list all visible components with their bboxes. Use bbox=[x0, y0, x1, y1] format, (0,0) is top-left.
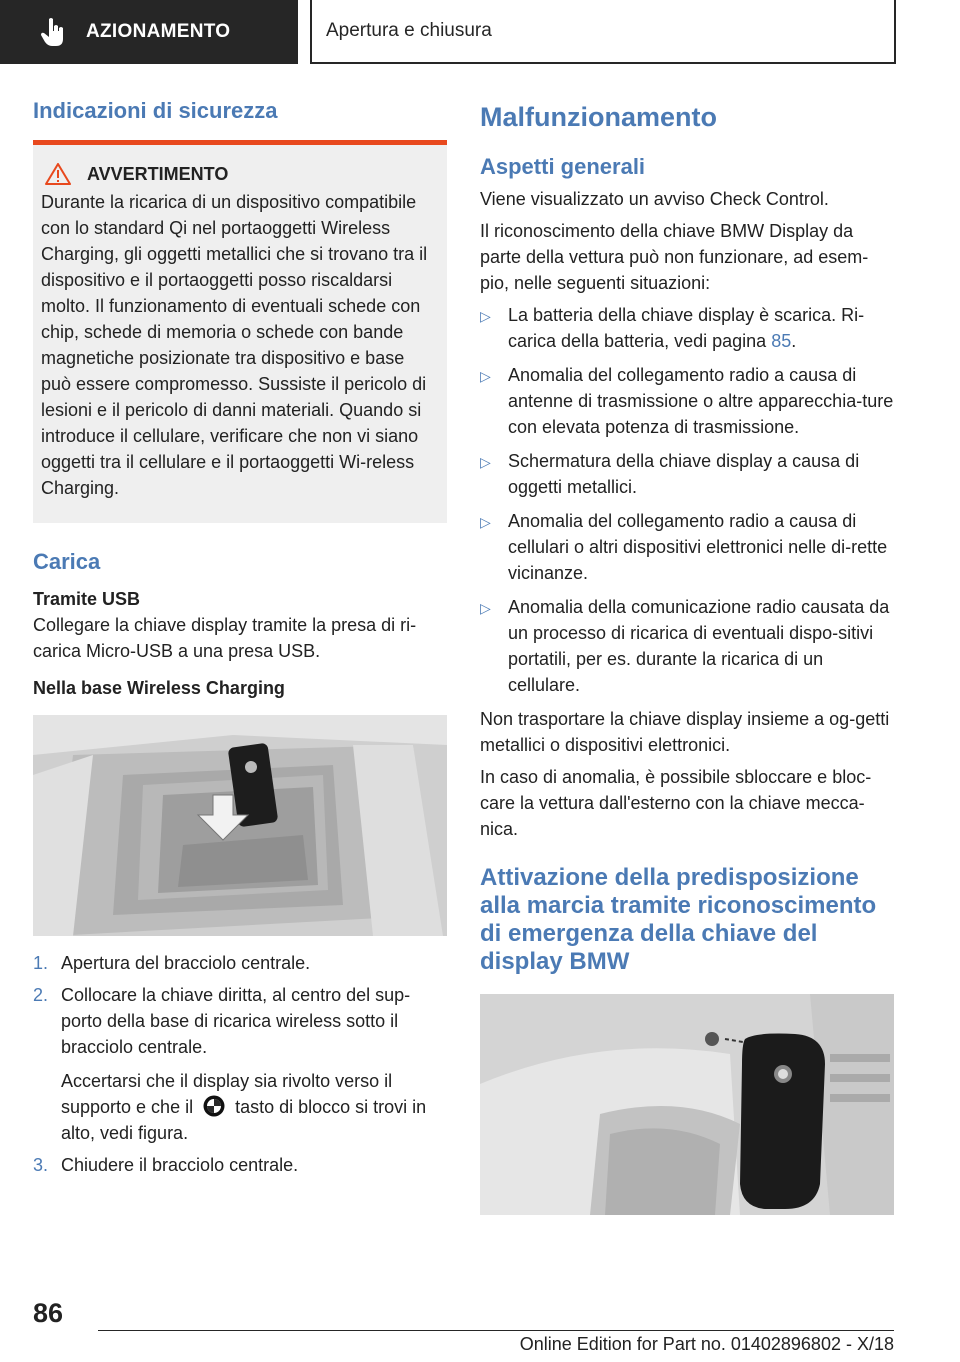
section-title: AZIONAMENTO bbox=[86, 21, 231, 42]
list-item: ▷ La batteria della chiave display è scarica. Ri‐carica della batteria, vedi pagina 85. bbox=[480, 302, 894, 354]
chapter-title: Apertura e chiusura bbox=[326, 20, 492, 41]
warning-title: AVVERTIMENTO bbox=[87, 163, 229, 184]
usb-heading: Tramite USB bbox=[33, 589, 141, 609]
usb-text: Collegare la chiave display tramite la presa di ri‐carica Micro-USB a una presa USB. bbox=[33, 615, 417, 661]
footer-edition: Online Edition for Part no. 01402896802 - X/18 bbox=[519, 1334, 894, 1354]
triangle-bullet-icon: ▷ bbox=[480, 454, 491, 470]
triangle-bullet-icon: ▷ bbox=[480, 308, 491, 324]
bmw-logo-icon bbox=[203, 1095, 225, 1117]
list-item: ▷ Schermatura della chiave display a causa di oggetti metallici. bbox=[480, 448, 894, 500]
warning-text: Durante la ricarica di un dispositivo compatibile con lo standard Qi nel portaoggetti Wireless Charging, gli oggetti metallici che si trovano tra il dispositivo e il portaoggetti posso riscaldarsi molto. Il funzionamento di eventuali schede con chip, schede di memoria o schede con bande magnetiche posizionate tra dispositivo e base può essere compromesso. Sussiste il pericolo di lesioni e il pericolo di danni materiali. Quando si introduce il cellulare, verificare che non vi siano oggetti tra il cellulare e il portaoggetti Wi‐reless Charging. bbox=[41, 192, 428, 498]
triangle-bullet-icon: ▷ bbox=[480, 514, 491, 530]
page-link[interactable]: 85 bbox=[771, 331, 792, 351]
situation-list bbox=[480, 302, 894, 698]
safety-heading: Indicazioni di sicurezza bbox=[33, 98, 278, 123]
emergency-key-photo bbox=[480, 994, 894, 1215]
hand-pointer-icon bbox=[40, 17, 66, 47]
warning-triangle-icon bbox=[45, 163, 71, 185]
section-tab bbox=[0, 0, 298, 64]
charging-steps bbox=[33, 950, 447, 1178]
right-column bbox=[480, 96, 894, 1215]
step-item: 3. Chiudere il bracciolo centrale. bbox=[33, 1155, 299, 1175]
emergency-heading: Attivazione della predisposizione alla marcia tramite riconoscimento di emergenza della chiave del display BMW bbox=[480, 864, 877, 975]
general-p1: Viene visualizzato un avviso Check Control. bbox=[480, 189, 829, 209]
charge-heading: Carica bbox=[33, 549, 101, 574]
list-item: ▷ Anomalia del collegamento radio a causa di antenne di trasmissione o altre apparecchia‐ture con elevata potenza di trasmissione. bbox=[480, 362, 894, 440]
armrest-charging-photo bbox=[33, 715, 447, 936]
malfunction-heading: Malfunzionamento bbox=[480, 102, 717, 132]
general-heading: Aspetti generali bbox=[480, 154, 646, 179]
footer-divider bbox=[98, 1330, 894, 1331]
page-number: 86 bbox=[33, 1298, 64, 1328]
triangle-bullet-icon: ▷ bbox=[480, 600, 491, 616]
wireless-heading: Nella base Wireless Charging bbox=[33, 678, 285, 698]
general-p2: Il riconoscimento della chiave BMW Display da parte della vettura può non funzionare, ad esem‐pio, nelle seguenti situazioni: bbox=[480, 221, 869, 293]
list-item: ▷ Anomalia del collegamento radio a causa di cellulari o altri dispositivi elettronici nelle di‐rette vicinanze. bbox=[480, 508, 894, 586]
general-p3: Non trasportare la chiave display insieme a og‐getti metallici o dispositivi elettronici. bbox=[480, 709, 890, 755]
chapter-tab bbox=[310, 0, 896, 64]
general-p4: In caso di anomalia, è possibile sbloccare e bloc‐care la vettura dall'esterno con la chiave mecca‐nica. bbox=[480, 767, 872, 839]
left-column bbox=[33, 96, 447, 1184]
triangle-bullet-icon: ▷ bbox=[480, 368, 491, 384]
warning-box bbox=[33, 140, 447, 523]
step-item: 2. Collocare la chiave diritta, al centro del sup‐porto della base di ricarica wireless sotto il bracciolo centrale. Accertarsi che il display sia rivolto verso il supporto e che il tasto di blocco si trovi in alto, vedi figura. bbox=[33, 985, 427, 1143]
list-item: ▷ Anomalia della comunicazione radio causata da un processo di ricarica di eventuali dispo‐sitivi portatili, per es. durante la ricarica di un cellulare. bbox=[480, 594, 894, 698]
step-item: 1. Apertura del bracciolo centrale. bbox=[33, 953, 311, 973]
